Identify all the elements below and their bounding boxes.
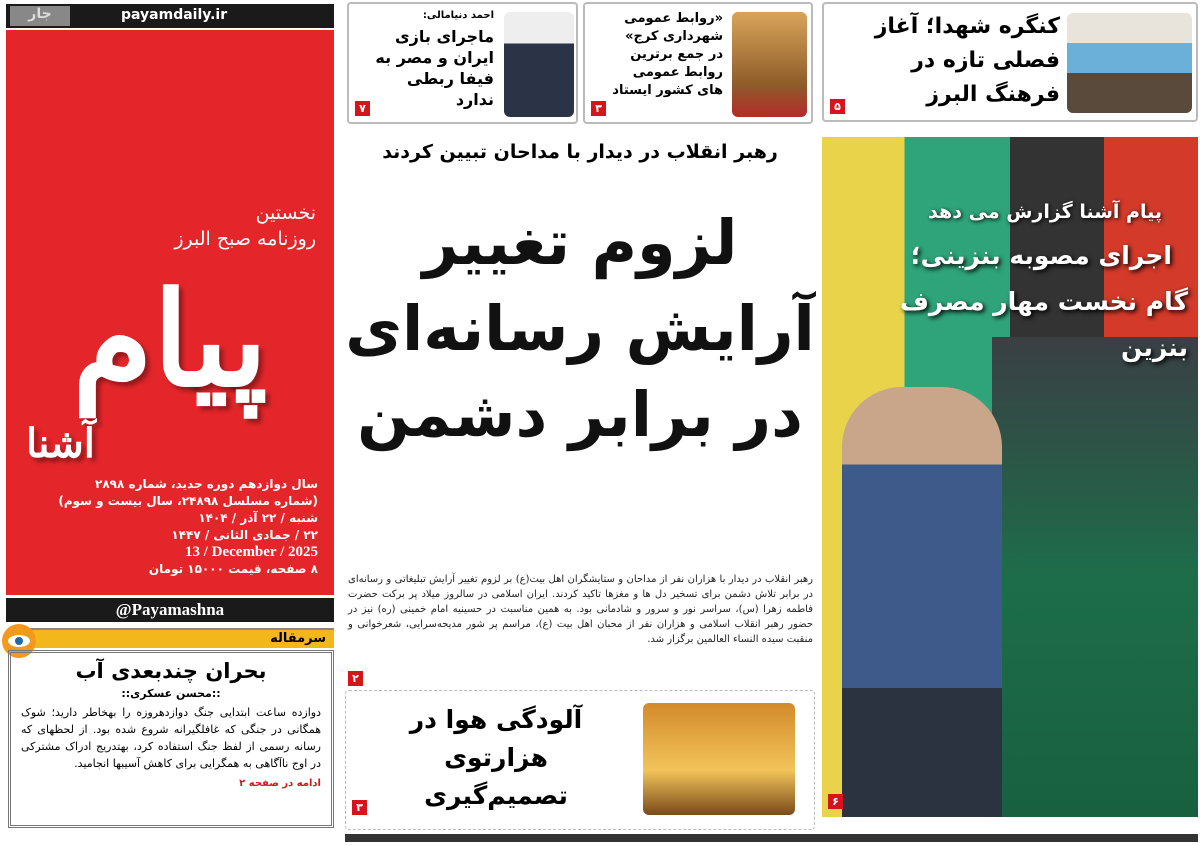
story-card-pollution[interactable]	[345, 690, 815, 830]
man-figure	[842, 387, 1002, 817]
story-card-karaj[interactable]	[583, 2, 813, 124]
issue-line: 13 / December / 2025	[184, 544, 318, 560]
issue-line: (شماره مسلسل ۲۴۸۹۸، سال بیست و سوم)	[58, 494, 318, 508]
issue-line: سال دوازدهم دوره جدید، شماره ۲۸۹۸	[95, 477, 318, 491]
story-title: «روابط عمومی شهرداری کرج» در جمع برترین روابط عمومی های کشور ایستاد	[612, 11, 723, 98]
meeting-photo	[1067, 13, 1192, 113]
page-number: ۶	[828, 794, 843, 809]
main-headline[interactable]: لزوم تغییر آرایش رسانه‌ای در برابر دشمن	[345, 206, 815, 451]
story-card-football[interactable]	[347, 2, 578, 124]
fuel-story-photo[interactable]	[822, 137, 1198, 817]
fuel-title-line: اجرای مصوبه بنزینی؛	[910, 241, 1172, 270]
page-number: ۷	[355, 101, 370, 116]
bottom-divider	[345, 834, 1198, 842]
page-number: ۲	[348, 671, 363, 686]
page-number: ۵	[830, 99, 845, 114]
issue-line: شنبه / ۲۲ آذر / ۱۴۰۴	[198, 511, 318, 525]
editorial-continued[interactable]: ادامه در صفحه ۲	[239, 778, 321, 789]
tagline	[174, 200, 316, 252]
story-title: ماجرای بازی ایران و مصر به فیفا ربطی ندارد	[375, 27, 494, 109]
fuel-title-line: گام نخست مهار مصرف بنزین	[899, 287, 1188, 362]
jar-logo: جار	[10, 6, 70, 26]
editorial-title[interactable]: بحران چندبعدی آب	[75, 659, 267, 683]
page-number: ۳	[591, 101, 606, 116]
masthead	[6, 30, 334, 595]
main-kicker: رهبر انقلاب در دیدار با مداحان تبیین کردند	[382, 141, 778, 163]
tagline-line: روزنامه صبح البرز	[174, 228, 316, 250]
fuel-pump	[992, 337, 1198, 817]
issue-line: ۸ صفحه، قیمت ۱۵۰۰۰ تومان	[148, 562, 318, 576]
issue-info	[58, 476, 318, 578]
editorial-section-bar: سرمقاله	[14, 628, 334, 648]
ceremony-photo	[732, 12, 807, 117]
fuel-kicker: پیام آشنا گزارش می دهد	[928, 201, 1162, 223]
newspaper-logo-subtitle: آشنا	[26, 420, 95, 467]
page-number: ۳	[352, 800, 367, 815]
story-card-congress[interactable]	[822, 2, 1198, 122]
story-title: کنگره شهدا؛ آغاز فصلی تازه در فرهنگ البرز	[874, 14, 1060, 107]
story-title: آلودگی هوا در هزارتوی تصمیم‌گیری	[409, 705, 583, 810]
newspaper-logo: پیام	[72, 263, 268, 416]
story-kicker: احمد دنیامالی:	[422, 10, 494, 21]
editorial-box	[8, 650, 334, 828]
person-photo	[504, 12, 574, 117]
issue-line: ۲۲ / جمادی الثانی / ۱۴۴۷	[171, 528, 318, 542]
site-url[interactable]: payamdaily.ir	[121, 7, 228, 23]
main-body: رهبر انقلاب در دیدار با هزاران نفر از مداحان و ستایشگران اهل بیت(ع) بر لزوم تغییر آرایش تبلیغاتی و رسانه‌ای در برابر تلاش دشمن برای تسخیر دل ها و مغزها تاکید کردند. ایران اسلامی در سالروز میلاد پر برکت حضرت فاطمه زهرا (س)، سراسر نور و سرور و شادمانی بود. به همین مناسبت در حسینیه امام خمینی (ره) نیز در حضور رهبر انقلاب اسلامی و هزاران نفر از محبان اهل بیت (ع)، مراسم پر شور مدیحه‌سرایی، شعرخوانی و منقبت سیده النساء العالمین برگزار شد.	[348, 574, 813, 645]
social-handle[interactable]: @Payamashna	[6, 598, 334, 622]
tagline-line: نخستین	[255, 202, 316, 224]
editorial-body: دوازده ساعت ابتدایی جنگ دوازدهروزه را بهخاطر دارید؛ شوک همگانی در جنگی که غافلگیرانه شروع شده بود. از لحظهای که رسانه رسمی از لفظ جنگ استفاده کرد، بهتدریج ادراک مشترکی در اوج ناآگاهی به همگرایی برای کاهش آسیبها انجامید.	[21, 706, 321, 770]
pollution-photo	[643, 703, 795, 815]
editorial-author: ::محسن عسکری::	[121, 687, 221, 700]
fuel-title	[828, 233, 1188, 371]
